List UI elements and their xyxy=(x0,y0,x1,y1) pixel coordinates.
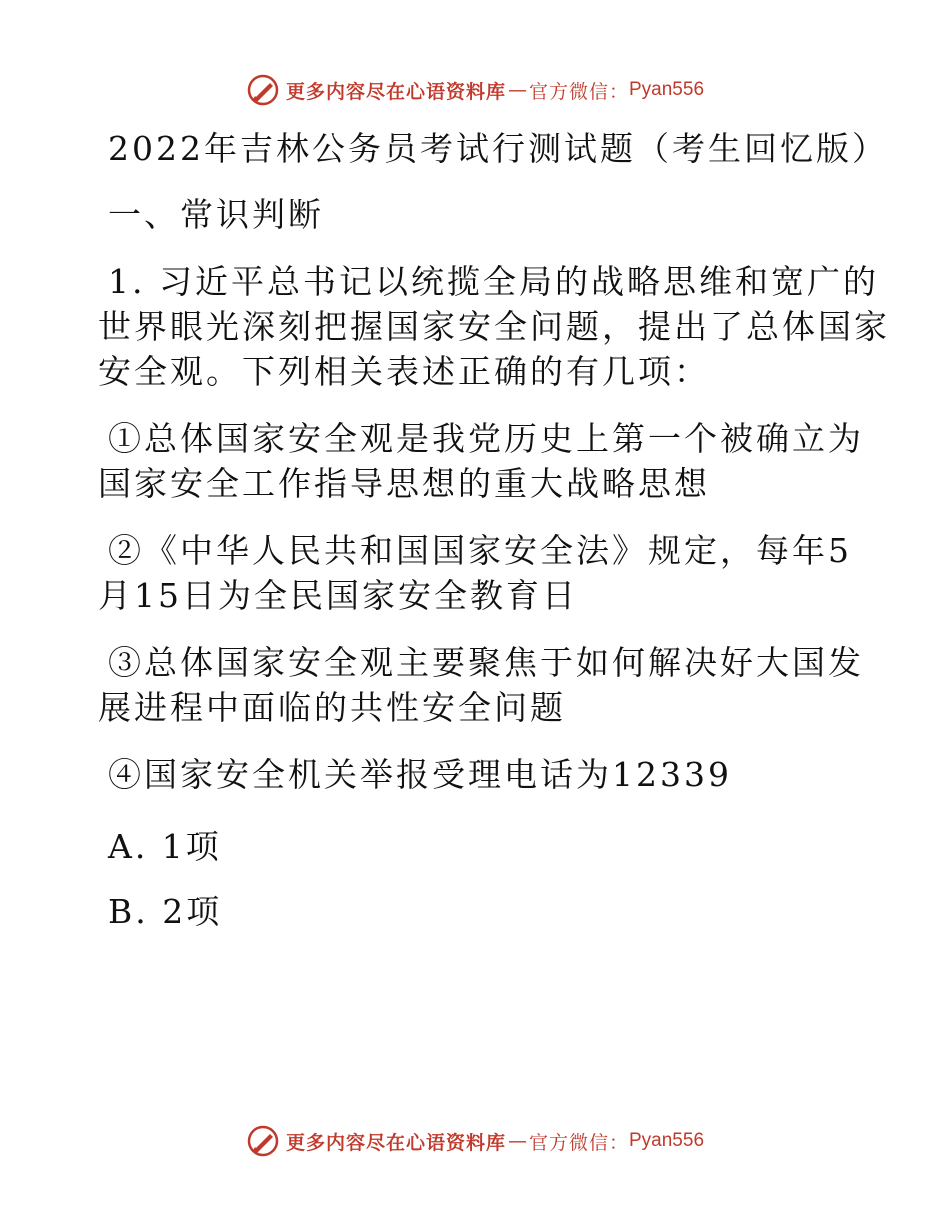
banner-promo-text: 更多内容尽在心语资料库 xyxy=(285,1131,506,1154)
banner-promo-text: 更多内容尽在心语资料库 xyxy=(285,80,506,103)
banner-dash: — xyxy=(507,1130,527,1152)
question-stem xyxy=(98,259,890,394)
statement-line: ④国家安全机关举报受理电话为12339 xyxy=(108,755,732,794)
answer-option-b: B. 2项 xyxy=(108,892,223,931)
document-title: 2022年吉林公务员考试行测试题（考生回忆版） xyxy=(108,129,888,168)
pen-seal-icon xyxy=(246,1124,280,1158)
statement-line: ②《中华人民共和国国家安全法》规定，每年5 xyxy=(108,531,852,570)
question-line: 安全观。下列相关表述正确的有几项： xyxy=(98,352,710,391)
banner-wechat-label: 官方微信： xyxy=(528,80,629,103)
document-body xyxy=(98,118,890,934)
header-banner xyxy=(0,70,950,110)
footer-banner xyxy=(0,1121,950,1161)
pen-seal-icon xyxy=(246,73,280,107)
statement-4 xyxy=(98,752,868,797)
banner-wechat-account: Pyan556 xyxy=(629,79,705,100)
statement-2 xyxy=(98,528,868,618)
statement-line: 国家安全工作指导思想的重大战略思想 xyxy=(98,464,710,503)
statement-3 xyxy=(98,640,868,730)
section-heading: 一、常识判断 xyxy=(108,195,324,234)
statement-line: 月15日为全民国家安全教育日 xyxy=(98,576,578,615)
question-line: 世界眼光深刻把握国家安全问题，提出了总体国家 xyxy=(98,307,890,346)
banner-dash: — xyxy=(507,79,527,101)
question-line: 1. 习近平总书记以统揽全局的战略思维和宽广的 xyxy=(108,262,879,301)
statement-line: 展进程中面临的共性安全问题 xyxy=(98,688,566,727)
banner-wechat-label: 官方微信： xyxy=(528,1131,629,1154)
statement-line: ③总体国家安全观主要聚焦于如何解决好大国发 xyxy=(108,643,864,682)
statement-line: ①总体国家安全观是我党历史上第一个被确立为 xyxy=(108,419,864,458)
banner-wechat-account: Pyan556 xyxy=(629,1130,705,1151)
answer-option-a: A. 1项 xyxy=(108,827,222,866)
statement-1 xyxy=(98,416,868,506)
